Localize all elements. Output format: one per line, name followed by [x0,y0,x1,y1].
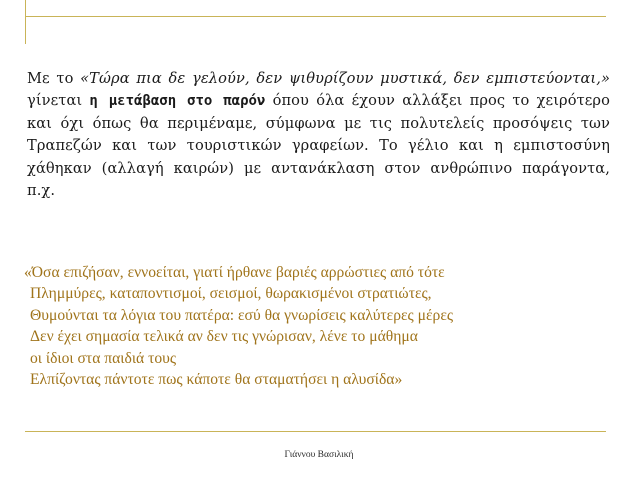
paragraph-emphasis: η μετάβαση στο παρόν [89,93,266,110]
poem-quote [24,262,614,390]
footer-author: Γιάννου Βασιλική [284,450,354,460]
paragraph-quote: «Τώρα πια δε γελούν, δεν ψιθυρίζουν μυστικά, δεν εμπιστεύονται,» [80,70,610,87]
left-vertical-rule [25,0,26,44]
paragraph-rest: όπου όλα έχουν αλλάξει προς το χειρότερο και όχι όπως θα περιμέναμε, σύμφωνα με τις πολυτελείς προσόψεις των Τραπεζών και των τουριστικών γραφείων. Το γέλιο και η εμπιστοσύνη χάθηκαν (αλλαγή καιρών) με αντανάκλαση στον ανθρώπινο παράγοντα, π.χ. [27,92,610,200]
poem-line-6: Ελπίζοντας πάντοτε πως κάποτε θα σταματήσει η αλυσίδα» [30,371,403,389]
poem-line-1: «Όσα επιζήσαν, εννοείται, γιατί ήρθανε βαριές αρρώστιες από τότε [24,264,445,281]
main-paragraph [27,68,610,202]
bottom-horizontal-rule [25,431,606,432]
poem-line-4: Δεν έχει σημασία τελικά αν δεν τις γνώρισαν, λένε το μάθημα [30,328,418,346]
paragraph-intro: Με το [27,70,81,87]
poem-line-5: οι ίδιοι στα παιδιά τους [30,349,177,367]
top-horizontal-rule [25,16,606,17]
paragraph-mid: γίνεται [27,92,90,110]
poem-line-3: Θυμούνται τα λόγια του πατέρα: εσύ θα γνωρίσεις καλύτερες μέρες [30,306,454,324]
poem-line-2: Πλημμύρες, καταποντισμοί, σεισμοί, θωρακισμένοι στρατιώτες, [30,285,432,303]
